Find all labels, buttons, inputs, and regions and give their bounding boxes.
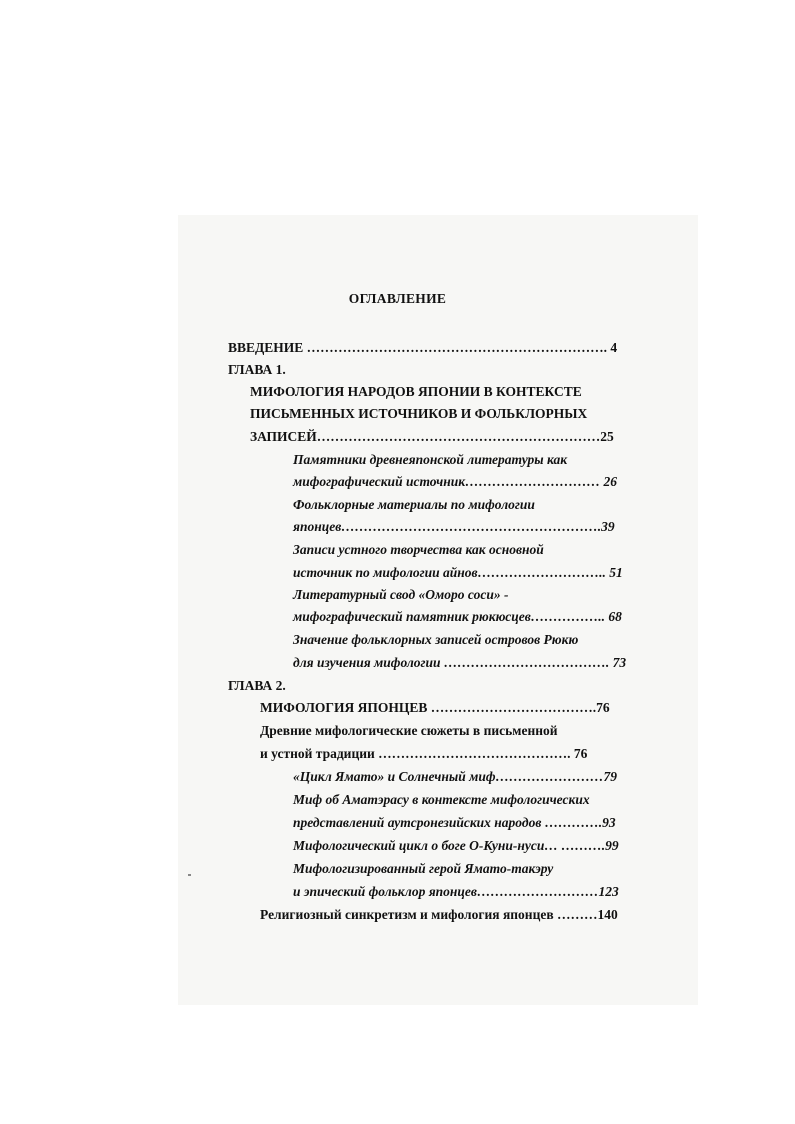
toc-section-2-1-2-line1: Миф об Аматэрасу в контексте мифологических: [293, 792, 590, 807]
toc-chapter-1-title-line2: ПИСЬМЕННЫХ ИСТОЧНИКОВ И ФОЛЬКЛОРНЫХ: [250, 406, 588, 421]
toc-entry-introduction: ВВЕДЕНИЕ …………………………………………………………. 4: [228, 340, 618, 355]
toc-title: ОГЛАВЛЕНИЕ: [348, 291, 447, 306]
toc-section-1-4-line1: Литературный свод «Оморо соси» -: [293, 587, 509, 602]
toc-chapter-1-title-line3: ЗАПИСЕЙ………………………………………………………25: [250, 429, 614, 444]
toc-subchapter-2-1-line2: и устной традиции ……………………………………. 76: [260, 746, 588, 761]
toc-section-2-1-4-line1: Мифологизированный герой Ямато-такэру: [293, 861, 554, 876]
scan-speck: [188, 874, 191, 876]
toc-section-2-1-1: «Цикл Ямато» и Солнечный миф……………………79: [293, 769, 618, 784]
toc-section-1-4-line2: мифографический памятник рюкюсцев…………….. 68: [293, 609, 622, 624]
toc-subchapter-2-2: Религиозный синкретизм и мифология японцев ………140: [260, 907, 618, 922]
toc-section-1-2-line2: японцев………………………………………………….39: [293, 519, 615, 534]
toc-section-1-5-line1: Значение фольклорных записей островов Рюкю: [293, 632, 579, 647]
toc-section-2-1-4-line2: и эпический фольклор японцев………………………123: [293, 884, 619, 899]
toc-section-1-3-line2: источник по мифологии айнов……………………….. 51: [293, 565, 623, 580]
toc-section-2-1-2-line2: представлений аутсронезийских народов ………….93: [293, 815, 616, 830]
toc-section-1-1-line1: Памятники древнеяпонской литературы как: [293, 452, 568, 467]
toc-section-2-1-3: Мифологический цикл о боге О-Куни-нуси… ……….99: [293, 838, 619, 853]
toc-chapter-1-title-line1: МИФОЛОГИЯ НАРОДОВ ЯПОНИИ В КОНТЕКСТЕ: [250, 384, 582, 399]
toc-chapter-2-title: МИФОЛОГИЯ ЯПОНЦЕВ ……………………………….76: [260, 700, 610, 715]
toc-subchapter-2-1-line1: Древние мифологические сюжеты в письменной: [260, 723, 558, 738]
toc-section-1-3-line1: Записи устного творчества как основной: [293, 542, 544, 557]
toc-section-1-1-line2: мифографический источник………………………… 26: [293, 474, 617, 489]
toc-section-1-2-line1: Фольклорные материалы по мифологии: [293, 497, 535, 512]
toc-section-1-5-line2: для изучения мифологии ………………………………. 73: [293, 655, 627, 670]
toc-chapter-2-label: ГЛАВА 2.: [228, 678, 286, 693]
toc-chapter-1-label: ГЛАВА 1.: [228, 362, 286, 377]
